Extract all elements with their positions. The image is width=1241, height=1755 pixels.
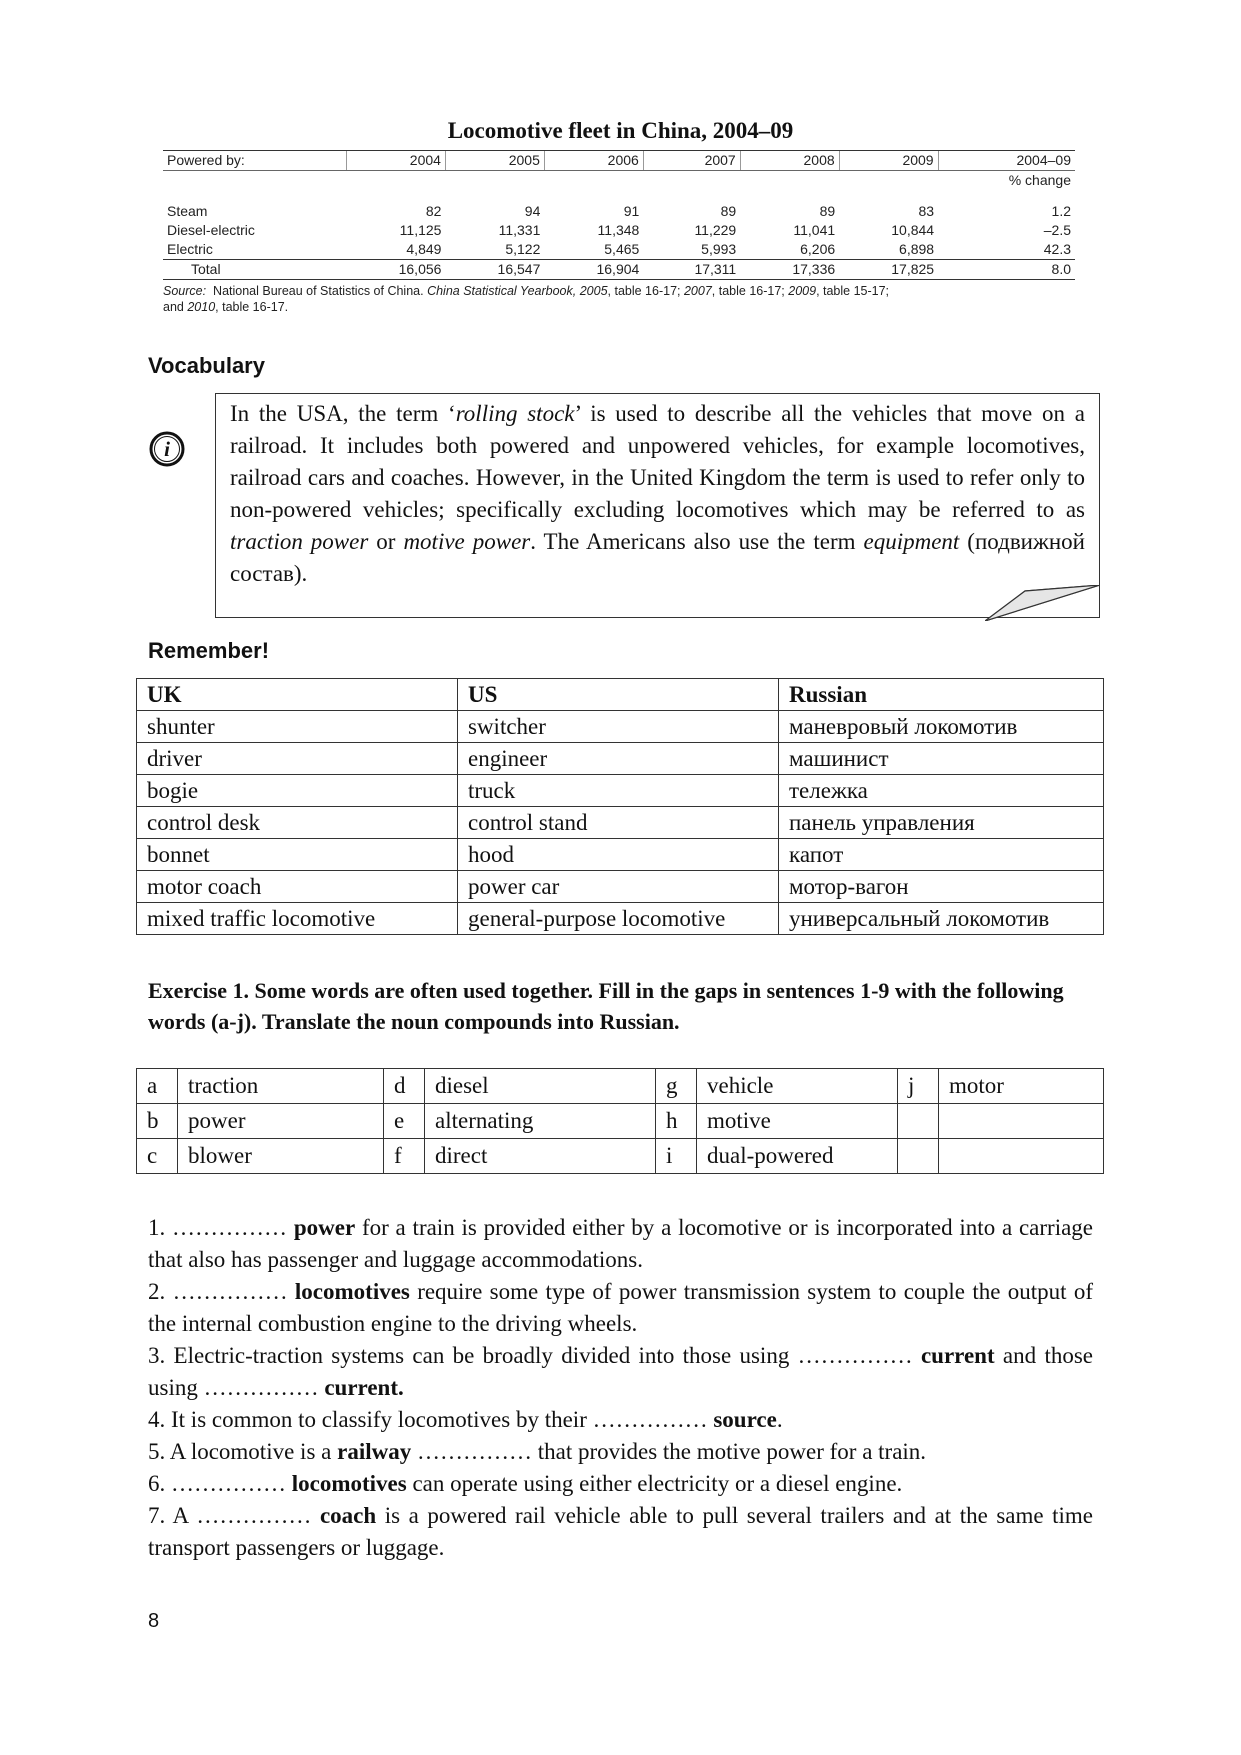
sentence-7: 7. A …………… coach is a powered rail vehicle able to pull several trailers and at the same time transport passengers or luggage. [148,1503,1094,1560]
word-cell: motive [697,1104,898,1139]
remember-cell: motor coach [137,871,458,903]
stats-cell: 17,311 [643,260,740,280]
word-bank-row [137,1104,1104,1139]
remember-cell: control stand [458,807,779,839]
info-icon [148,430,186,468]
stats-cell: 94 [524,203,541,219]
stats-cell: 17,825 [839,260,938,280]
remember-row [137,807,1104,839]
stats-row-label: Diesel-electric [167,222,255,238]
stats-source-note: Source: National Bureau of Statistics of China. China Statistical Yearbook, 2005, table 16-17; 2007, table 16-17; 2009, table 15-17; and 2010, table 16-17. [163,284,890,314]
word-letter [898,1139,939,1174]
remember-cell: truck [458,775,779,807]
word-letter: h [656,1104,697,1139]
word-cell: vehicle [697,1069,898,1104]
remember-heading: Remember! [148,638,270,663]
word-cell: power [178,1104,384,1139]
word-cell: direct [425,1139,656,1174]
word-letter: d [384,1069,425,1104]
gap: …………… [592,1407,708,1432]
word-cell: diesel [425,1069,656,1104]
word-cell: alternating [425,1104,656,1139]
word-bank-table [136,1068,1104,1174]
locomotive-fleet-table [163,150,1075,315]
word-bank-row [137,1139,1104,1174]
stats-cell: 6,206 [800,241,836,257]
remember-row [137,775,1104,807]
vocabulary-heading: Vocabulary [148,353,265,378]
stats-cell: 89 [720,203,737,219]
gap: …………… [172,1279,288,1304]
word-bank-row [137,1069,1104,1104]
remember-cell: панель управления [779,807,1104,839]
stats-cell: 83 [918,203,935,219]
remember-cell: power car [458,871,779,903]
stats-total-row [163,260,1075,280]
exercise-sentences [148,1212,1093,1564]
remember-cell: универсальный локомотив [779,903,1104,935]
stats-header-row [163,151,1075,171]
remember-cell: bogie [137,775,458,807]
remember-cell: shunter [137,711,458,743]
page-curl-decoration [985,585,1100,621]
stats-subheader-cell: % change [1008,172,1071,188]
stats-cell: 5,465 [604,241,640,257]
word-letter: i [656,1139,697,1174]
stats-header-cell: 2008 [740,151,839,171]
word-letter: g [656,1069,697,1104]
remember-row [137,711,1104,743]
stats-row [163,240,1075,260]
word-letter: e [384,1104,425,1139]
word-cell: blower [178,1139,384,1174]
stats-cell: 8.0 [938,260,1075,280]
stats-cell: 16,904 [544,260,643,280]
stats-cell: 16,056 [347,260,446,280]
sentence-6: 6. …………… locomotives can operate using either electricity or a diesel engine. [148,1471,903,1496]
remember-cell: hood [458,839,779,871]
stats-row [163,202,1075,221]
word-cell [939,1139,1104,1174]
remember-header-row [137,679,1104,711]
word-letter: j [898,1069,939,1104]
sentence-2: 2. …………… locomotives require some type of power transmission system to couple the output of the internal combustion engine to the driving wheels. [148,1279,1094,1336]
sentence-1: 1. …………… power for a train is provided either by a locomotive or is incorporated into a carriage that also has passenger and luggage accommodations. [148,1215,1094,1272]
sentence-5: 5. A locomotive is a railway …………… that provides the motive power for a train. [148,1439,927,1464]
word-cell: traction [178,1069,384,1104]
stats-cell: 6,898 [899,241,935,257]
remember-header-cell: Russian [779,679,1104,711]
word-letter: b [137,1104,178,1139]
gap: …………… [171,1471,286,1496]
stats-cell: 5,122 [505,241,541,257]
word-letter: f [384,1139,425,1174]
stats-header-cell: Powered by: [163,151,347,171]
stats-row-label: Total [163,260,347,280]
remember-cell: mixed traffic locomotive [137,903,458,935]
stats-cell: 10,844 [891,222,935,238]
remember-row [137,871,1104,903]
remember-cell: капот [779,839,1104,871]
page-number: 8 [148,1610,160,1632]
stats-cell: 1.2 [1051,203,1071,219]
stats-cell: 11,348 [597,222,640,238]
remember-table [136,678,1104,935]
stats-header-cell: 2009 [839,151,938,171]
remember-cell: тележка [779,775,1104,807]
remember-row [137,743,1104,775]
remember-cell: машинист [779,743,1104,775]
stats-cell: 11,125 [399,222,442,238]
stats-header-cell: 2005 [445,151,544,171]
stats-header-cell: 2004 [347,151,446,171]
stats-row-label: Electric [167,241,213,257]
word-cell: motor [939,1069,1104,1104]
sentence-3: 3. Electric-traction systems can be broadly divided into those using …………… current and those using …………… current. [148,1343,1094,1400]
svg-text:i: i [164,437,170,461]
stats-header-cell: 2006 [544,151,643,171]
gap: …………… [203,1375,319,1400]
stats-cell: 17,336 [740,260,839,280]
stats-row-label: Steam [167,203,208,219]
gap: …………… [196,1503,312,1528]
word-letter: c [137,1139,178,1174]
remember-cell: general-purpose locomotive [458,903,779,935]
stats-cell: 11,229 [694,222,737,238]
stats-cell: 11,331 [498,222,541,238]
remember-header-cell: US [458,679,779,711]
stats-header-cell: 2004–09 [938,151,1075,171]
stats-cell: 82 [425,203,442,219]
remember-row [137,903,1104,935]
stats-header-cell: 2007 [643,151,740,171]
word-letter [898,1104,939,1139]
stats-cell: 42.3 [1043,241,1071,257]
remember-header-cell: UK [137,679,458,711]
stats-subheader-row [163,171,1075,191]
stats-cell: –2.5 [1043,222,1071,238]
remember-cell: bonnet [137,839,458,871]
remember-cell: мотор-вагон [779,871,1104,903]
word-letter: a [137,1069,178,1104]
gap: …………… [797,1343,913,1368]
vocabulary-note-text: In the USA, the term ‘rolling stock’ is used to describe all the vehicles that move on a railroad. It includes both powered and unpowered vehicles, for example locomotives, railroad cars and coaches. However, in the United Kingdom the term is used to refer only to non-powered vehicles; specifically excluding locomotives which may be referred to as traction power or motive power. The Americans also use the term equipment (подвижной состав). [230,401,1085,586]
word-cell [939,1104,1104,1139]
stats-cell: 16,547 [445,260,544,280]
stats-cell: 4,849 [406,241,442,257]
exercise-instructions: Exercise 1. Some words are often used together. Fill in the gaps in sentences 1-9 with the following words (a-j). Translate the noun compounds into Russian. [148,978,1064,1034]
stats-cell: 89 [819,203,836,219]
stats-cell: 91 [623,203,640,219]
gap: …………… [172,1215,288,1240]
gap: …………… [416,1439,532,1464]
word-cell: dual-powered [697,1139,898,1174]
stats-table-title: Locomotive fleet in China, 2004–09 [447,118,794,143]
stats-row [163,221,1075,240]
stats-cell: 11,041 [793,222,836,238]
remember-cell: маневровый локомотив [779,711,1104,743]
remember-cell: engineer [458,743,779,775]
remember-cell: switcher [458,711,779,743]
remember-cell: control desk [137,807,458,839]
remember-row [137,839,1104,871]
sentence-4: 4. It is common to classify locomotives by their …………… source. [148,1407,783,1432]
stats-cell: 5,993 [701,241,737,257]
remember-cell: driver [137,743,458,775]
